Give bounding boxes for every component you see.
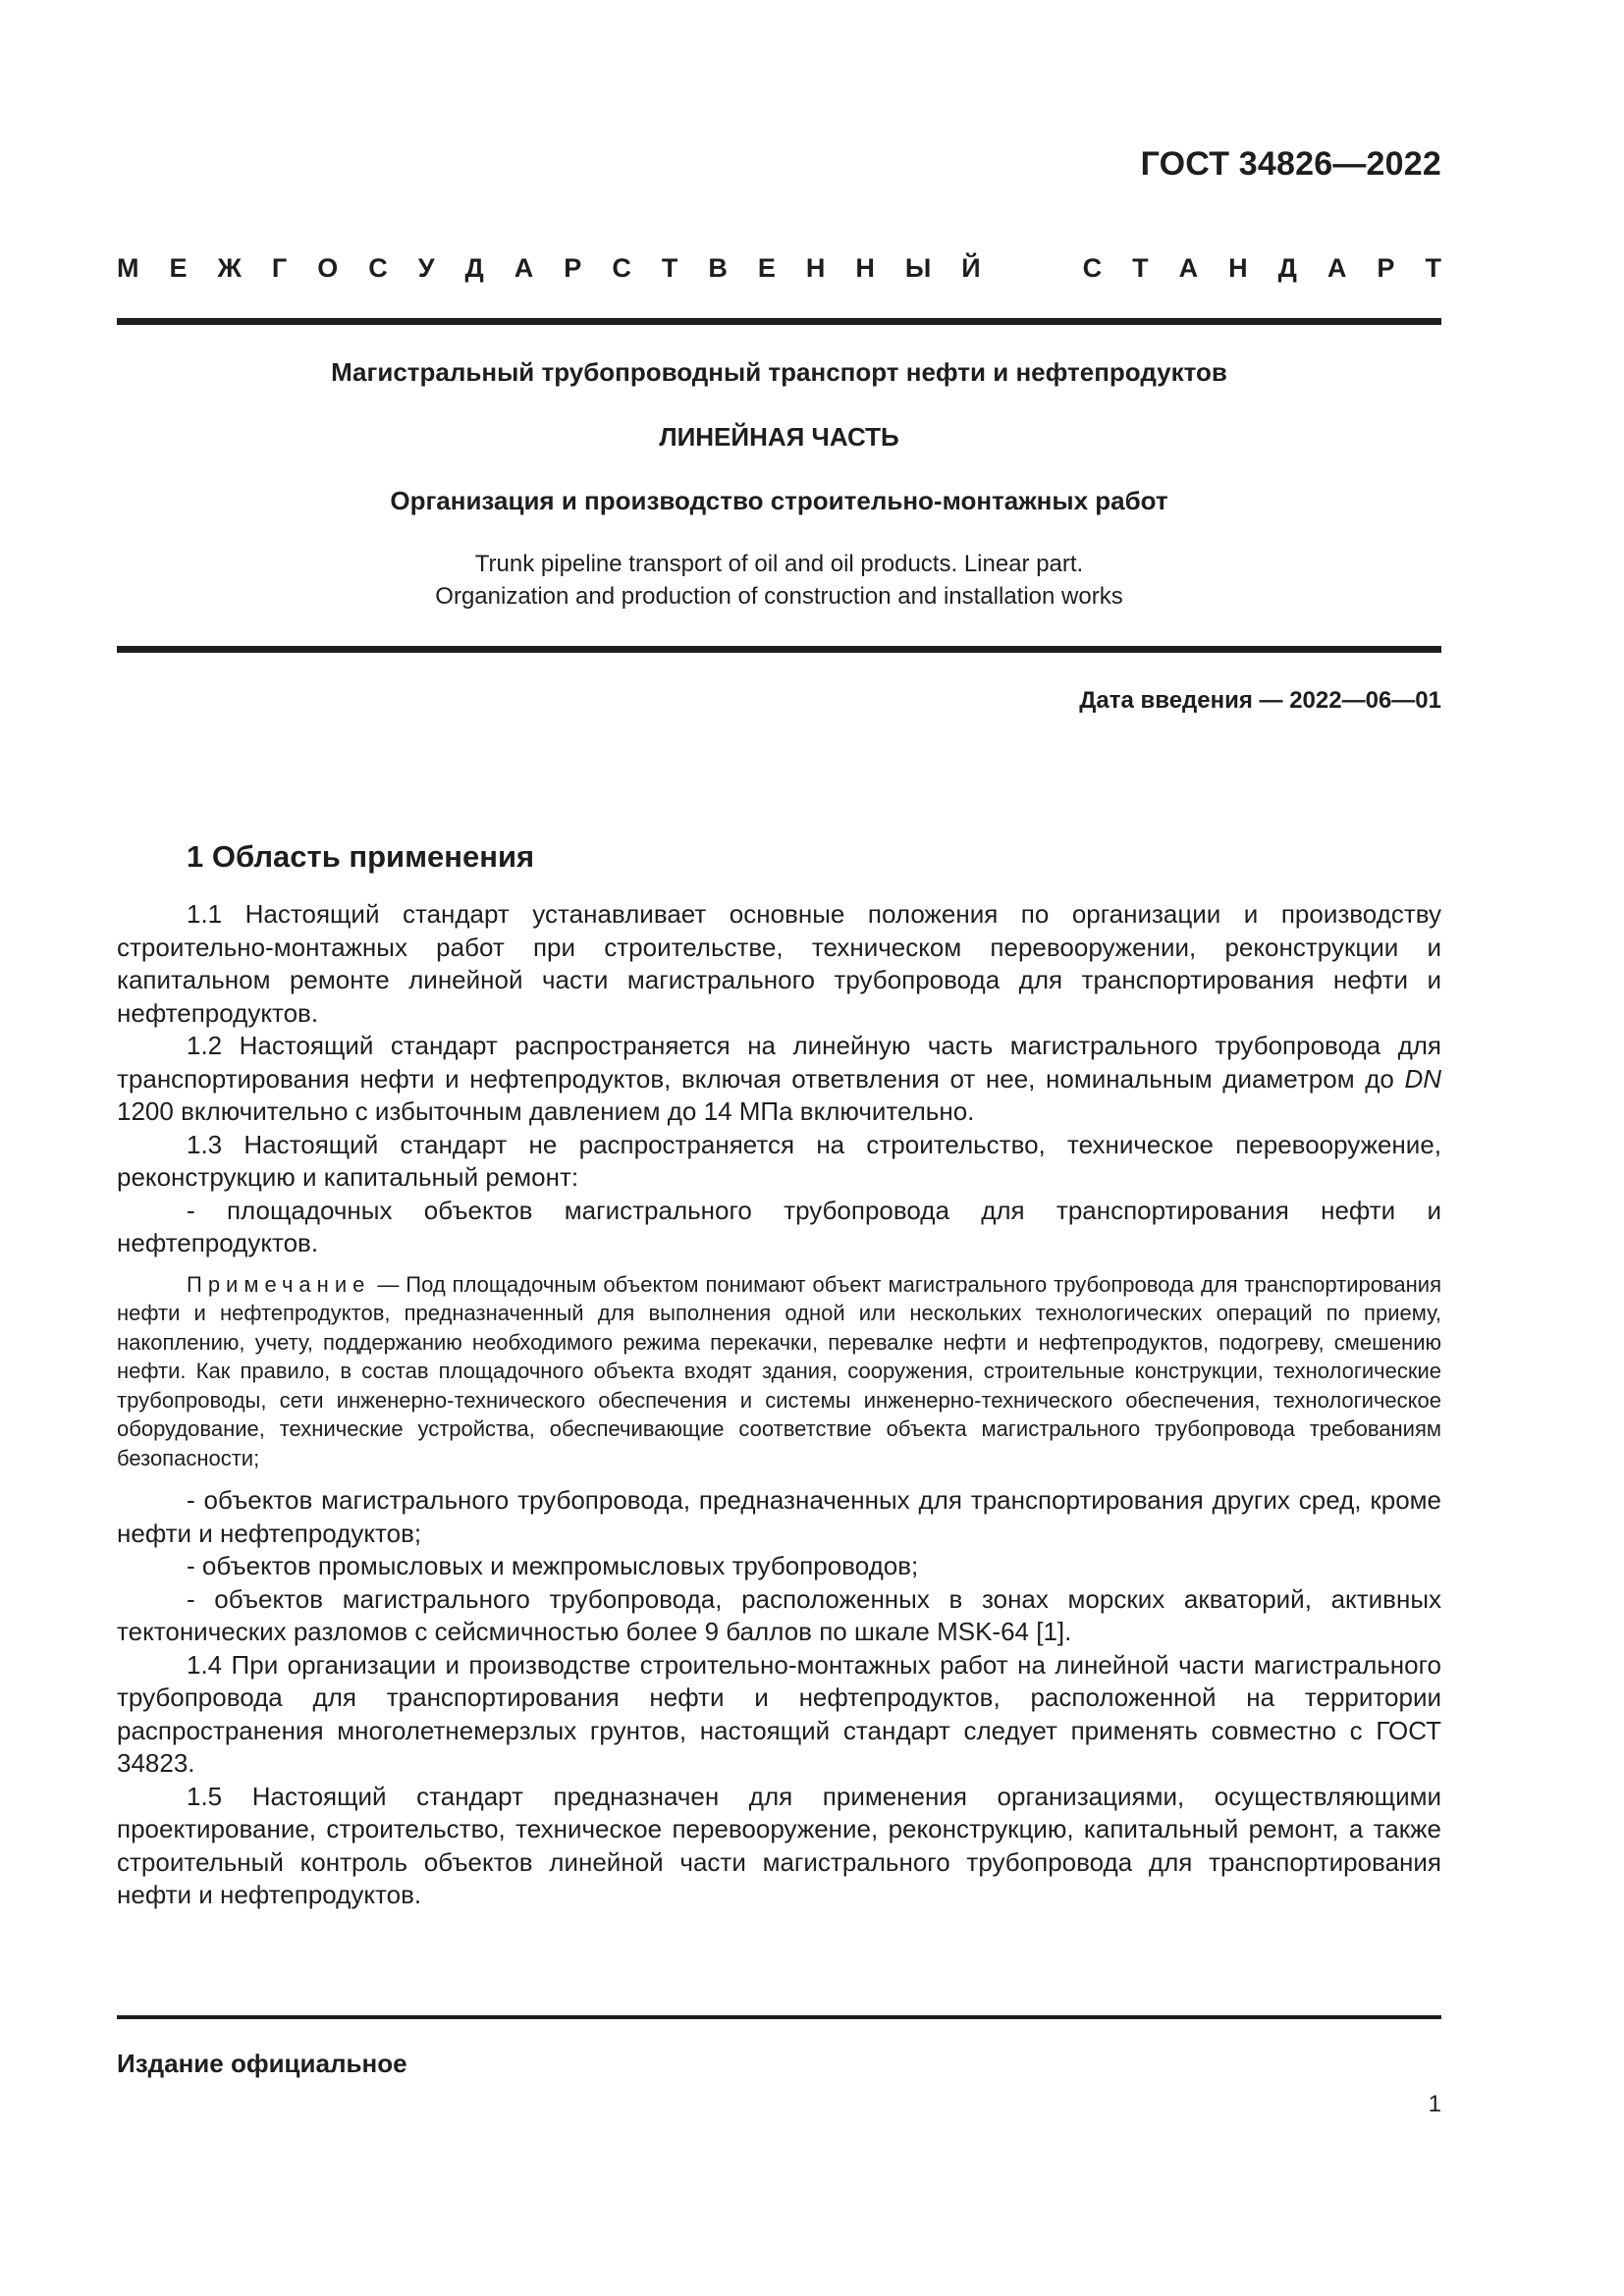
interstate-letter: Г bbox=[271, 253, 288, 283]
interstate-letter: Д bbox=[464, 253, 484, 283]
standard-letter: Д bbox=[1277, 253, 1297, 283]
interstate-letter: Е bbox=[169, 253, 188, 283]
title-english-line2: Organization and production of construction and installation works bbox=[435, 583, 1123, 610]
interstate-letter: Ж bbox=[217, 253, 242, 283]
standard-letter: Т bbox=[1425, 253, 1441, 283]
interstate-letter: Н bbox=[805, 253, 826, 283]
section-heading: 1 Область применения bbox=[187, 839, 535, 874]
list-item: - объектов магистрального трубопровода, предназначенных для транспортирования других сред, кроме нефти и нефтепродуктов; bbox=[117, 1485, 1441, 1548]
interstate-letter: С bbox=[368, 253, 388, 283]
title-russian-line1: Магистральный трубопроводный транспорт нефти и нефтепродуктов bbox=[331, 357, 1227, 387]
paragraph-1-2-end: 1200 включительно с избыточным давлением до 14 МПа включительно. bbox=[117, 1096, 975, 1126]
interstate-letter: Ы bbox=[904, 253, 932, 283]
page-number: 1 bbox=[1428, 2091, 1441, 2117]
standard-number: ГОСТ 34826—2022 bbox=[1140, 145, 1441, 183]
introduction-date: Дата введения — 2022—06—01 bbox=[1079, 687, 1441, 714]
interstate-letter: У bbox=[417, 253, 435, 283]
note-text: — Под площадочным объектом понимают объект магистрального трубопровода для транспортирования нефти и нефтепродуктов, предназначенный для выполнения одной или нескольких технологических операций по приему, накоплению, учету, поддержанию необходимого режима перекачки, перевалке нефти и нефтепродуктов, подогреву, смешению нефти. Как правило, в состав площадочного объекта входят здания, сооружения, строительные конструкции, технологические трубопроводы, сети инженерно-технического обеспечения и системы инженерно-технического обеспечения, технологическое оборудование, технические устройства, обеспечивающие соответствие объекта магистрального трубопровода требованиям безопасности; bbox=[117, 1271, 1441, 1470]
dn-symbol: DN bbox=[1404, 1063, 1441, 1094]
list-item: - объектов магистрального трубопровода, расположенных в зонах морских акваторий, активных тектонических разломов с сейсмичностью более 9 баллов по шкале MSK-64 [1]. bbox=[117, 1583, 1441, 1646]
paragraph-1-5: 1.5 Настоящий стандарт предназначен для применения организациями, осуществляющими проектирование, строительство, техническое перевооружение, реконструкцию, капитальный ремонт, а также строительный контроль объектов линейной части магистрального трубопровода для транспортирования нефти и нефтепродуктов. bbox=[117, 1781, 1441, 1909]
title-russian-line2: ЛИНЕЙНАЯ ЧАСТЬ bbox=[659, 422, 899, 452]
title-english bbox=[117, 548, 1441, 613]
interstate-letter: Е bbox=[757, 253, 776, 283]
interstate-letter: Т bbox=[661, 253, 678, 283]
footer-rule bbox=[117, 2015, 1441, 2019]
title-russian-line3: Организация и производство строительно-монтажных работ bbox=[390, 486, 1168, 515]
official-edition-label: Издание официальное bbox=[117, 2049, 407, 2078]
list-item: - объектов промысловых и межпромысловых трубопроводов; bbox=[187, 1551, 919, 1580]
title-bottom-rule bbox=[117, 646, 1441, 653]
standard-letter: А bbox=[1326, 253, 1347, 283]
standard-letter: Р bbox=[1377, 253, 1395, 283]
interstate-standard-heading bbox=[117, 253, 1441, 284]
standard-letter: А bbox=[1178, 253, 1199, 283]
paragraph-1-3: 1.3 Настоящий стандарт не распространяется на строительство, техническое перевооружение, реконструкцию и капитальный ремонт: bbox=[117, 1129, 1441, 1192]
interstate-letter: В bbox=[708, 253, 728, 283]
word-gap bbox=[1011, 253, 1053, 284]
interstate-letter: А bbox=[514, 253, 534, 283]
paragraph-1-1: 1.1 Настоящий стандарт устанавливает основные положения по организации и производству строительно-монтажных работ при строительстве, техническом перевооружении, реконструкции и капитальном ремонте линейной части магистрального трубопровода для транспортирования нефти и нефтепродуктов. bbox=[117, 899, 1441, 1028]
interstate-letter: О bbox=[317, 253, 339, 283]
standard-letter: С bbox=[1082, 253, 1103, 283]
note-label: Примечание bbox=[187, 1271, 371, 1297]
list-item: - площадочных объектов магистрального трубопровода для транспортирования нефти и нефтепродуктов. bbox=[117, 1195, 1441, 1257]
interstate-letter: М bbox=[117, 253, 139, 283]
section-body bbox=[117, 898, 1441, 1912]
paragraph-1-2-start: 1.2 Настоящий стандарт распространяется на линейную часть магистрального трубопровода для транспортирования нефти и нефтепродуктов, включая ответвления от нее, номинальным диаметром до bbox=[117, 1031, 1441, 1094]
standard-letter: Т bbox=[1132, 253, 1149, 283]
top-rule bbox=[117, 318, 1441, 325]
note bbox=[117, 1270, 1441, 1473]
interstate-letter: С bbox=[612, 253, 631, 283]
title-english-line1: Trunk pipeline transport of oil and oil products. Linear part. bbox=[474, 551, 1084, 577]
paragraph-1-2 bbox=[117, 1030, 1441, 1129]
interstate-letter: Н bbox=[855, 253, 875, 283]
interstate-letter: Р bbox=[564, 253, 582, 283]
interstate-letter: Й bbox=[961, 253, 981, 283]
standard-letter: Н bbox=[1228, 253, 1248, 283]
paragraph-1-4: 1.4 При организации и производстве строительно-монтажных работ на линейной части магистрального трубопровода для транспортирования нефти и нефтепродуктов, расположенной на территории распространения многолетнемерзлых грунтов, настоящий стандарт следует применять совместно с ГОСТ 34823. bbox=[117, 1649, 1441, 1778]
